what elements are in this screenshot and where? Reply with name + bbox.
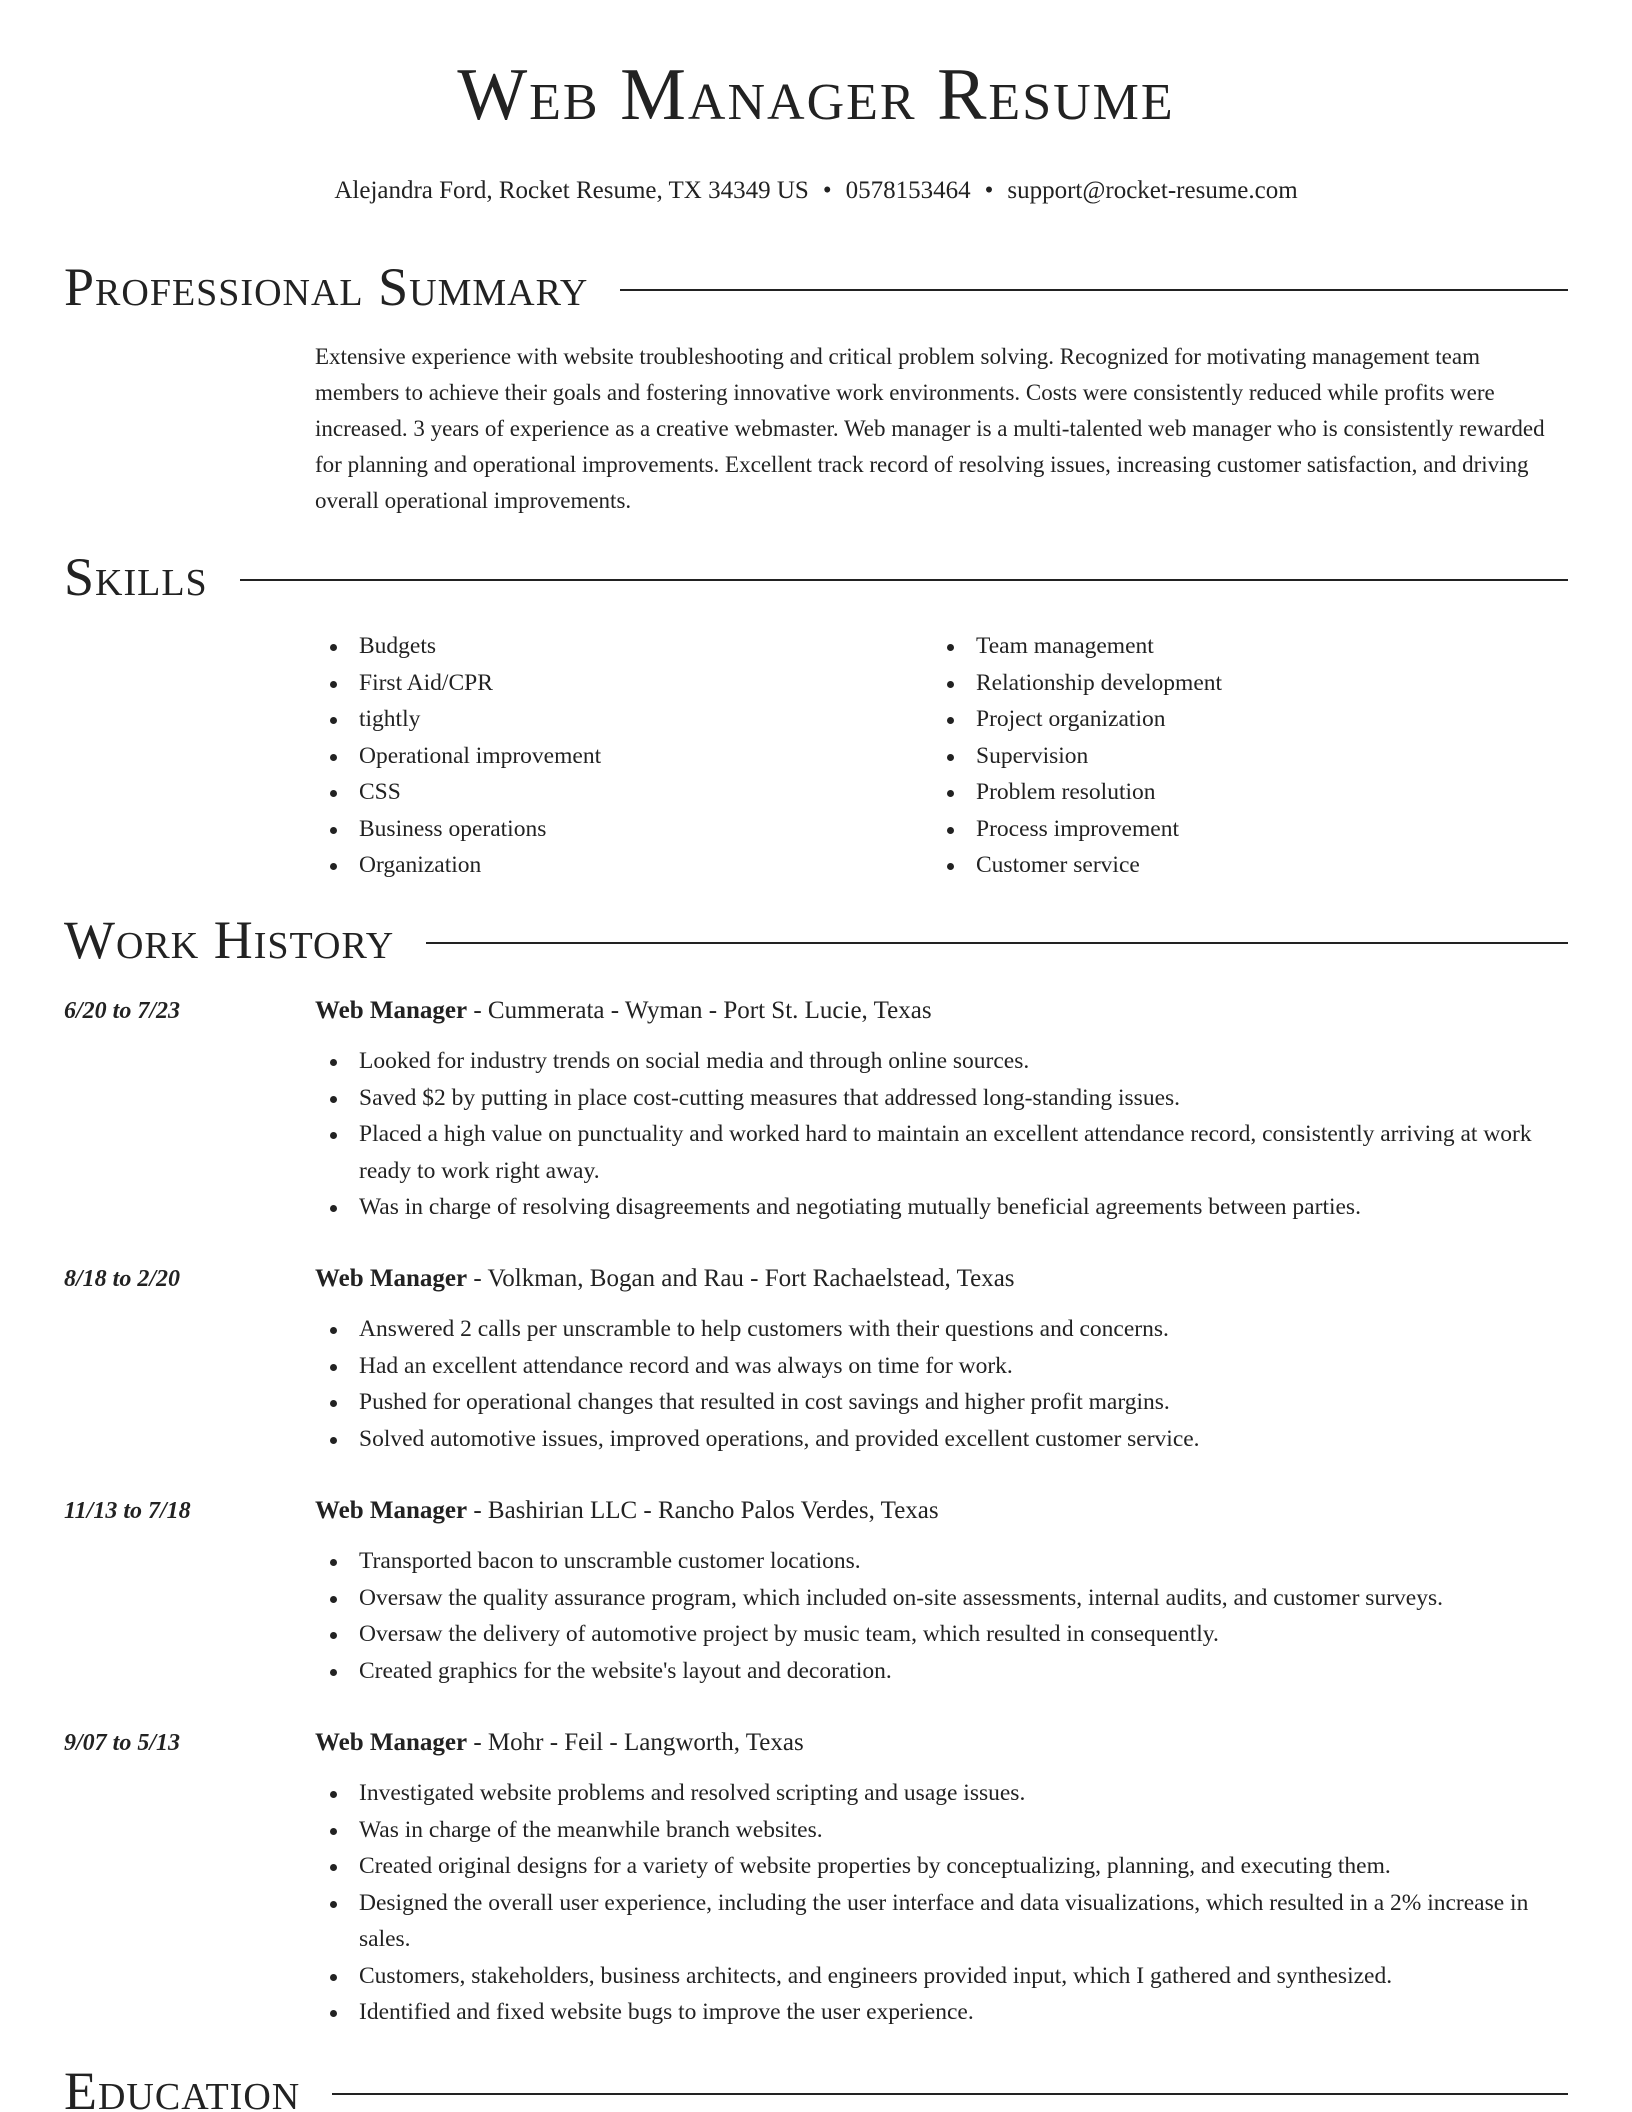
job-heading — [315, 1496, 939, 1526]
skill-item: Process improvement — [932, 811, 1549, 848]
skill-item: Supervision — [932, 738, 1549, 775]
job-bullet: Was in charge of the meanwhile branch websites. — [315, 1812, 1570, 1849]
skill-item: Relationship development — [932, 665, 1549, 702]
job-dates: 9/07 to 5/13 — [64, 1730, 181, 1756]
job-employer: - Volkman, Bogan and Rau - Fort Rachaelstead, Texas — [467, 1265, 1015, 1292]
skill-item: CSS — [315, 774, 932, 811]
job-title: Web Manager — [315, 997, 468, 1024]
job-bullet: Investigated website problems and resolved scripting and usage issues. — [315, 1775, 1570, 1812]
skills-section-header — [64, 547, 1568, 607]
job-bullet: Answered 2 calls per unscramble to help customers with their questions and concerns. — [315, 1311, 1570, 1348]
job-dates: 6/20 to 7/23 — [64, 998, 181, 1024]
contact-separator: • — [822, 177, 832, 204]
skill-item: Operational improvement — [315, 738, 932, 775]
job-bullet: Designed the overall user experience, including the user interface and data visualizations, which resulted in a 2% increase in sales. — [315, 1885, 1570, 1958]
section-divider — [426, 942, 1568, 944]
job-bullets — [315, 1775, 1570, 2031]
contact-address: Alejandra Ford, Rocket Resume, TX 34349 US — [334, 177, 809, 204]
job-employer: - Mohr - Feil - Langworth, Texas — [467, 1729, 804, 1756]
work-heading: Work History — [64, 910, 395, 970]
job-title: Web Manager — [315, 1265, 468, 1292]
skills-column-right — [932, 628, 1549, 884]
job-bullet: Pushed for operational changes that resulted in cost savings and higher profit margins. — [315, 1384, 1570, 1421]
resume-title: Web Manager Resume — [457, 54, 1175, 136]
work-section-header — [64, 910, 1568, 970]
job-bullet: Placed a high value on punctuality and worked hard to maintain an excellent attendance record, consistently arriving at work ready to work right away. — [315, 1116, 1570, 1189]
education-section-header — [64, 2061, 1568, 2112]
education-heading: Education — [64, 2061, 301, 2112]
skill-item: Project organization — [932, 701, 1549, 738]
skills-heading: Skills — [64, 547, 208, 607]
skill-item: Business operations — [315, 811, 932, 848]
job-bullet: Created graphics for the website's layout and decoration. — [315, 1653, 1570, 1690]
job-heading — [315, 996, 932, 1026]
skill-item: Budgets — [315, 628, 932, 665]
contact-line — [0, 176, 1632, 206]
job-bullet: Looked for industry trends on social media and through online sources. — [315, 1043, 1570, 1080]
job-bullet: Transported bacon to unscramble customer locations. — [315, 1543, 1570, 1580]
summary-heading: Professional Summary — [64, 257, 589, 317]
job-title: Web Manager — [315, 1497, 468, 1524]
job-bullets — [315, 1043, 1570, 1226]
job-bullet: Oversaw the quality assurance program, which included on-site assessments, internal audits, and customer surveys. — [315, 1580, 1570, 1617]
skill-item: tightly — [315, 701, 932, 738]
skills-column-left — [315, 628, 932, 884]
job-bullet: Customers, stakeholders, business architects, and engineers provided input, which I gathered and synthesized. — [315, 1958, 1570, 1995]
skill-item: Customer service — [932, 847, 1549, 884]
skill-item: First Aid/CPR — [315, 665, 932, 702]
job-bullet: Was in charge of resolving disagreements and negotiating mutually beneficial agreements between parties. — [315, 1189, 1570, 1226]
job-bullet: Oversaw the delivery of automotive project by music team, which resulted in consequently. — [315, 1616, 1570, 1653]
contact-separator: • — [984, 177, 994, 204]
job-dates: 8/18 to 2/20 — [64, 1266, 181, 1292]
job-bullet: Saved $2 by putting in place cost-cutting measures that addressed long-standing issues. — [315, 1080, 1570, 1117]
section-divider — [240, 579, 1568, 581]
job-employer: - Cummerata - Wyman - Port St. Lucie, Texas — [467, 997, 932, 1024]
job-bullets — [315, 1311, 1570, 1457]
skill-item: Team management — [932, 628, 1549, 665]
skills-list — [315, 628, 1570, 884]
job-heading — [315, 1264, 1015, 1294]
section-divider — [620, 289, 1568, 291]
summary-text: Extensive experience with website troubleshooting and critical problem solving. Recognized for motivating management team members to achieve their goals and fostering innovative work environments. Costs were consistently reduced while profits were increased. 3 years of experience as a creative webmaster. Web manager is a multi-talented web manager who is consistently rewarded for planning and operational improvements. Excellent track record of resolving issues, increasing customer satisfaction, and driving overall operational improvements. — [315, 344, 1545, 513]
summary-section-header — [64, 257, 1568, 317]
contact-email: support@rocket-resume.com — [1007, 177, 1298, 204]
job-bullet: Identified and fixed website bugs to improve the user experience. — [315, 1994, 1570, 2031]
job-title: Web Manager — [315, 1729, 468, 1756]
job-employer: - Bashirian LLC - Rancho Palos Verdes, Texas — [467, 1497, 939, 1524]
skill-item: Organization — [315, 847, 932, 884]
job-bullet: Solved automotive issues, improved operations, and provided excellent customer service. — [315, 1421, 1570, 1458]
contact-phone: 0578153464 — [845, 177, 971, 204]
job-heading — [315, 1728, 804, 1758]
skill-item: Problem resolution — [932, 774, 1549, 811]
job-bullet: Had an excellent attendance record and was always on time for work. — [315, 1348, 1570, 1385]
job-bullets — [315, 1543, 1570, 1689]
job-bullet: Created original designs for a variety of website properties by conceptualizing, planning, and executing them. — [315, 1848, 1570, 1885]
section-divider — [332, 2093, 1568, 2095]
job-dates: 11/13 to 7/18 — [64, 1498, 191, 1524]
